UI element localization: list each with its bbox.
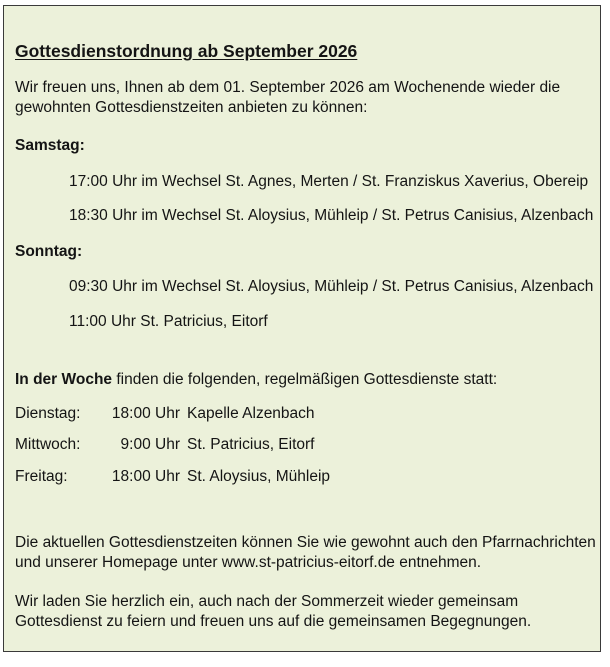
saturday-service: 17:00 Uhr im Wechsel St. Agnes, Merten / St. Franziskus Xaverius, Obereip: [69, 173, 589, 190]
intro-line: gewohnten Gottesdienstzeiten anbieten zu können:: [15, 99, 368, 117]
closing-line: Wir laden Sie herzlich ein, auch nach der Sommerzeit wieder gemeinsam: [15, 593, 519, 610]
sunday-service: 09:30 Uhr im Wechsel St. Aloysius, Mühleip / St. Petrus Canisius, Alzenbach: [69, 278, 594, 295]
closing-paragraph: [15, 592, 531, 632]
weekday-intro-bold: In der Woche: [15, 371, 113, 388]
weekday-place: St. Patricius, Eitorf: [187, 436, 315, 453]
weekday-intro: [15, 370, 497, 390]
saturday-service: 18:30 Uhr im Wechsel St. Aloysius, Mühleip / St. Petrus Canisius, Alzenbach: [69, 207, 594, 224]
weekday-day: Dienstag:: [15, 405, 81, 422]
info-line: Die aktuellen Gottesdienstzeiten können Sie wie gewohnt auch den Pfarrnachrichten: [15, 534, 596, 551]
weekday-place: Kapelle Alzenbach: [187, 405, 315, 422]
weekday-schedule: [15, 404, 555, 504]
intro-paragraph: [15, 78, 560, 118]
weekday-time: 9:00 Uhr: [120, 436, 180, 453]
closing-line: Gottesdienst zu feiern und freuen uns auf die gemeinsamen Begegnungen.: [15, 613, 532, 631]
sunday-heading: Sonntag:: [15, 243, 83, 260]
saturday-heading: Samstag:: [15, 137, 85, 154]
page-title: Gottesdienstordnung ab September 2026: [15, 41, 358, 61]
weekday-intro-text: finden die folgenden, regelmäßigen Gottesdienste statt:: [112, 371, 498, 388]
weekday-time: 18:00 Uhr: [111, 405, 180, 422]
weekday-row: [15, 435, 535, 457]
weekday-time: 18:00 Uhr: [111, 468, 180, 485]
weekday-row: [15, 404, 535, 426]
weekday-place: St. Aloysius, Mühleip: [187, 468, 331, 485]
weekday-day: Mittwoch:: [15, 436, 81, 453]
info-line: und unserer Homepage unter www.st-patricius-eitorf.de entnehmen.: [15, 554, 482, 572]
info-paragraph: [15, 533, 596, 573]
sunday-service: 11:00 Uhr St. Patricius, Eitorf: [69, 313, 268, 330]
weekday-row: [15, 467, 535, 489]
intro-line: Wir freuen uns, Ihnen ab dem 01. September 2026 am Wochenende wieder die: [15, 79, 561, 96]
weekday-day: Freitag:: [15, 468, 68, 485]
